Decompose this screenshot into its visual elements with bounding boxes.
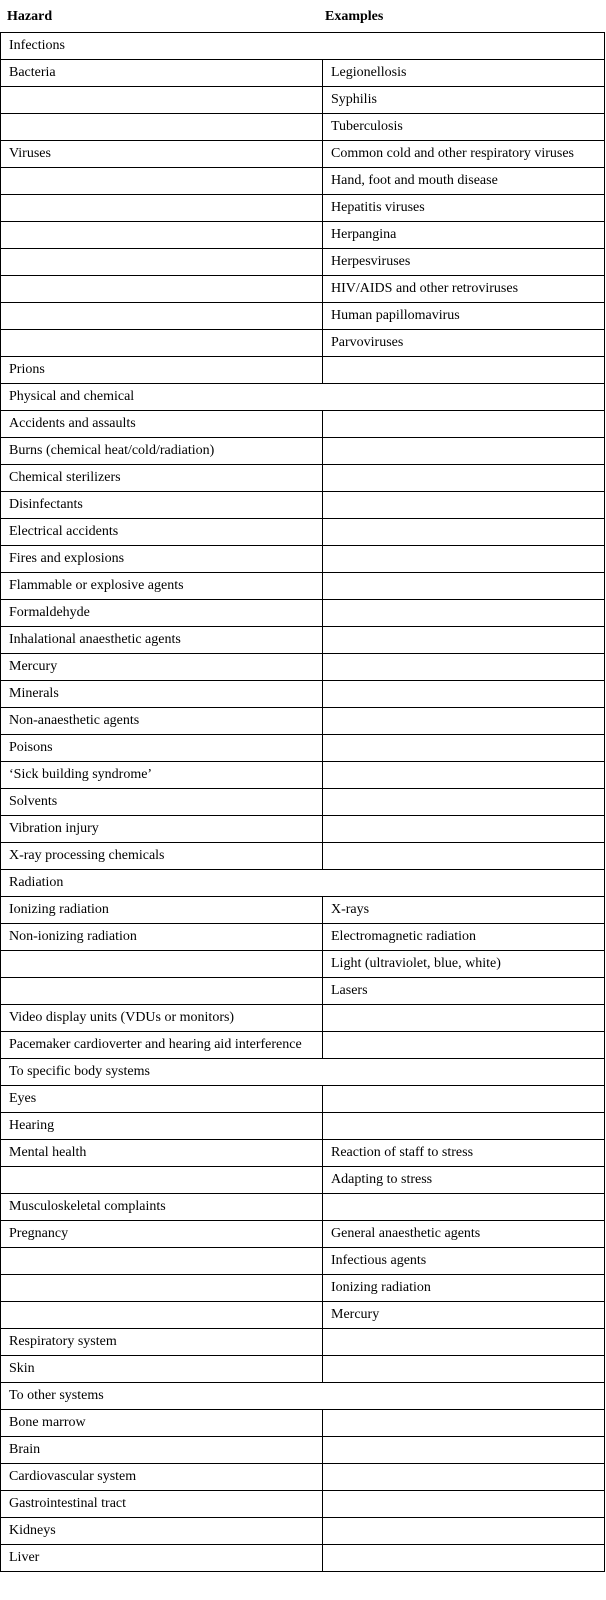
hazard-cell: Musculoskeletal complaints [1,1194,323,1221]
example-cell [323,519,605,546]
table-row [1,1167,605,1194]
table-row [1,951,605,978]
table-row [1,843,605,870]
hazard-cell: Bacteria [1,60,323,87]
table-row [1,168,605,195]
hazard-cell: Pregnancy [1,1221,323,1248]
hazard-cell: Fires and explosions [1,546,323,573]
hazard-cell: Disinfectants [1,492,323,519]
example-cell [323,1194,605,1221]
example-cell [323,357,605,384]
hazard-cell [1,1302,323,1329]
table-row [1,1518,605,1545]
section-row [1,870,605,897]
table-row [1,708,605,735]
table-row [1,735,605,762]
section-label: Physical and chemical [1,384,605,411]
example-cell [323,1356,605,1383]
example-cell [323,1545,605,1572]
table-row [1,195,605,222]
hazard-cell [1,330,323,357]
hazard-cell [1,195,323,222]
example-cell: Reaction of staff to stress [323,1140,605,1167]
hazard-cell: Ionizing radiation [1,897,323,924]
table-row [1,1437,605,1464]
example-cell [323,708,605,735]
hazard-cell [1,303,323,330]
hazard-cell [1,114,323,141]
example-cell: Light (ultraviolet, blue, white) [323,951,605,978]
hazard-cell: Burns (chemical heat/cold/radiation) [1,438,323,465]
section-label: Infections [1,33,605,60]
hazard-cell: Hearing [1,1113,323,1140]
section-label: To specific body systems [1,1059,605,1086]
hazard-cell [1,951,323,978]
hazard-cell: Respiratory system [1,1329,323,1356]
example-cell [323,816,605,843]
example-cell [323,1032,605,1059]
table-row [1,1032,605,1059]
hazard-cell: Inhalational anaesthetic agents [1,627,323,654]
example-cell: Ionizing radiation [323,1275,605,1302]
section-row [1,1383,605,1410]
hazard-cell: Solvents [1,789,323,816]
example-cell [323,492,605,519]
table-row [1,60,605,87]
table-row [1,789,605,816]
example-cell [323,627,605,654]
table-row [1,762,605,789]
table-row [1,141,605,168]
example-cell [323,1518,605,1545]
example-cell: Common cold and other respiratory viruses [323,141,605,168]
section-label: To other systems [1,1383,605,1410]
table-row [1,492,605,519]
hazard-cell [1,276,323,303]
example-cell: Hand, foot and mouth disease [323,168,605,195]
hazard-cell: Cardiovascular system [1,1464,323,1491]
hazard-cell: Prions [1,357,323,384]
hazards-table-body [1,33,605,1572]
example-cell [323,411,605,438]
example-cell: Adapting to stress [323,1167,605,1194]
table-row [1,519,605,546]
example-cell [323,1437,605,1464]
hazard-cell: Video display units (VDUs or monitors) [1,1005,323,1032]
table-row [1,1194,605,1221]
example-cell [323,762,605,789]
table-row [1,978,605,1005]
table-row [1,816,605,843]
example-cell: HIV/AIDS and other retroviruses [323,276,605,303]
section-row [1,1059,605,1086]
table-row [1,114,605,141]
hazard-cell [1,168,323,195]
table-row [1,600,605,627]
table-row [1,1464,605,1491]
table-row [1,1113,605,1140]
table-row [1,1005,605,1032]
hazard-cell: Mental health [1,1140,323,1167]
example-cell: General anaesthetic agents [323,1221,605,1248]
hazard-cell: Chemical sterilizers [1,465,323,492]
example-cell: Tuberculosis [323,114,605,141]
example-cell: Herpesviruses [323,249,605,276]
example-cell: Syphilis [323,87,605,114]
table-row [1,1545,605,1572]
example-cell: X-rays [323,897,605,924]
hazard-cell [1,1167,323,1194]
table-row [1,1491,605,1518]
example-cell [323,681,605,708]
table-row [1,1248,605,1275]
hazard-cell: Electrical accidents [1,519,323,546]
hazards-table [0,32,605,1572]
example-cell [323,465,605,492]
example-cell: Electromagnetic radiation [323,924,605,951]
table-row [1,276,605,303]
example-cell [323,789,605,816]
example-cell [323,1086,605,1113]
table-row [1,357,605,384]
table-row [1,897,605,924]
table-row [1,1275,605,1302]
table-row [1,1221,605,1248]
section-row [1,384,605,411]
table-row [1,1356,605,1383]
hazard-cell: ‘Sick building syndrome’ [1,762,323,789]
table-row [1,546,605,573]
table-row [1,1140,605,1167]
table-row [1,681,605,708]
example-cell [323,546,605,573]
example-cell [323,1329,605,1356]
example-cell: Legionellosis [323,60,605,87]
hazard-cell: Non-anaesthetic agents [1,708,323,735]
example-cell: Parvoviruses [323,330,605,357]
example-cell [323,1005,605,1032]
example-cell [323,654,605,681]
hazard-cell: X-ray processing chemicals [1,843,323,870]
hazard-cell: Minerals [1,681,323,708]
table-row [1,1302,605,1329]
table-row [1,249,605,276]
section-row [1,33,605,60]
hazard-cell: Mercury [1,654,323,681]
hazard-cell [1,978,323,1005]
table-header [0,0,606,33]
hazard-cell: Non-ionizing radiation [1,924,323,951]
table-row [1,411,605,438]
hazard-cell: Bone marrow [1,1410,323,1437]
table-row [1,1410,605,1437]
examples-column-header: Examples [325,9,384,24]
hazard-cell: Vibration injury [1,816,323,843]
table-row [1,1086,605,1113]
table-row [1,330,605,357]
table-row [1,438,605,465]
hazard-cell: Poisons [1,735,323,762]
example-cell [323,438,605,465]
hazard-cell: Skin [1,1356,323,1383]
table-row [1,87,605,114]
example-cell [323,1410,605,1437]
example-cell: Infectious agents [323,1248,605,1275]
table-row [1,303,605,330]
table-row [1,1329,605,1356]
hazard-cell: Pacemaker cardioverter and hearing aid interference [1,1032,323,1059]
hazard-cell: Flammable or explosive agents [1,573,323,600]
hazard-cell: Gastrointestinal tract [1,1491,323,1518]
hazard-cell: Viruses [1,141,323,168]
example-cell [323,843,605,870]
hazard-column-header: Hazard [7,9,53,24]
example-cell [323,600,605,627]
example-cell [323,1113,605,1140]
table-row [1,924,605,951]
table-row [1,465,605,492]
section-label: Radiation [1,870,605,897]
hazard-cell: Formaldehyde [1,600,323,627]
example-cell: Hepatitis viruses [323,195,605,222]
example-cell: Mercury [323,1302,605,1329]
table-row [1,654,605,681]
table-row [1,222,605,249]
table-row [1,573,605,600]
hazard-cell: Accidents and assaults [1,411,323,438]
hazard-cell: Liver [1,1545,323,1572]
example-cell: Lasers [323,978,605,1005]
hazard-cell [1,1275,323,1302]
hazard-cell: Eyes [1,1086,323,1113]
example-cell: Herpangina [323,222,605,249]
hazard-cell: Brain [1,1437,323,1464]
example-cell [323,1464,605,1491]
example-cell [323,573,605,600]
hazard-cell [1,1248,323,1275]
table-row [1,627,605,654]
hazard-cell: Kidneys [1,1518,323,1545]
example-cell [323,1491,605,1518]
hazard-cell [1,249,323,276]
hazard-cell [1,87,323,114]
example-cell: Human papillomavirus [323,303,605,330]
example-cell [323,735,605,762]
hazard-cell [1,222,323,249]
